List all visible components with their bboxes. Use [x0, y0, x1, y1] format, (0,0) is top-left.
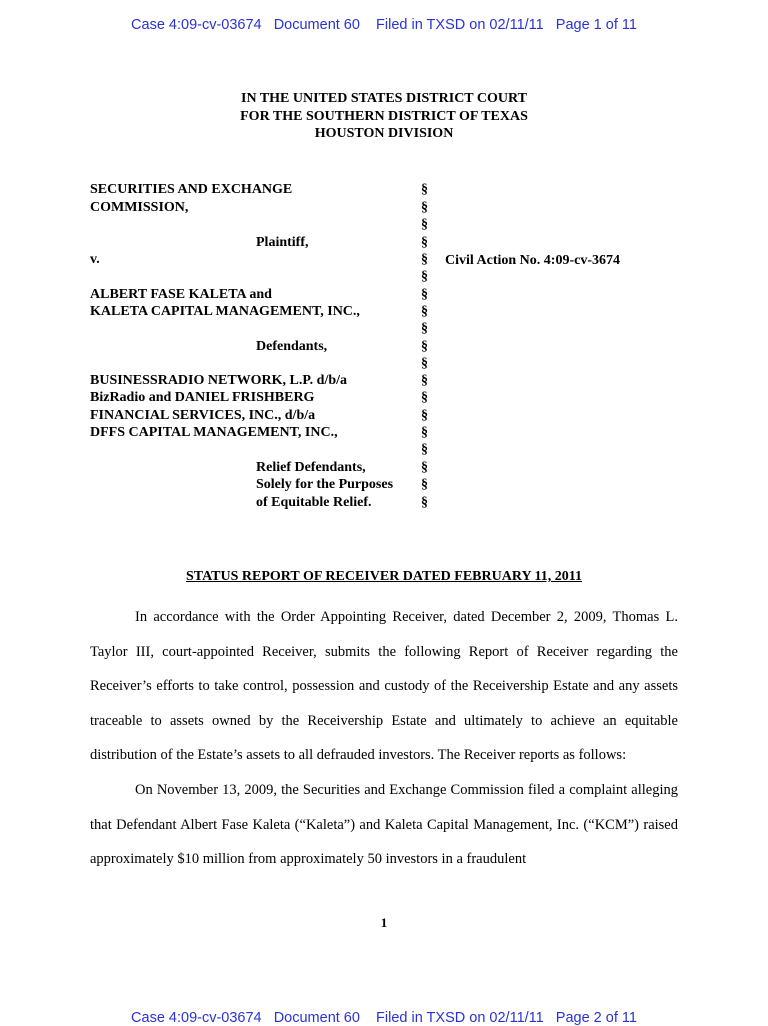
section-symbol: § [421, 477, 428, 492]
court-heading [0, 90, 768, 143]
body-paragraph: On November 13, 2009, the Securities and Exchange Commission filed a complaint alleging that Defendant Albert Fase Kaleta (“Kaleta”) and Kaleta Capital Management, Inc. (“KCM”) raised approximately $10 million from approximately 50 investors in a fraudulent [90, 781, 678, 868]
section-symbol: § [421, 442, 428, 457]
page-number: 1 [380, 915, 388, 930]
relief-defendant-line: DFFS CAPITAL MANAGEMENT, INC., [90, 425, 338, 440]
section-symbol: § [421, 269, 428, 284]
section-symbol: § [421, 339, 428, 354]
section-symbol: § [421, 356, 428, 371]
case-header-stamp-next-page: Case 4:09-cv-03674 Document 60 Filed in TXSD on 02/11/11 Page 2 of 11 [131, 1010, 637, 1026]
section-symbol: § [421, 373, 428, 388]
section-symbol: § [421, 495, 428, 510]
body-paragraph: In accordance with the Order Appointing Receiver, dated December 2, 2009, Thomas L. Taylor III, court-appointed Receiver, submits the following Report of Receiver regarding the Receiver’s efforts to take control, possession and custody of the Receivership Estate and any assets traceable to assets owned by the Receivership Estate and ultimately to achieve an equitable distribution of the Estate’s assets to all defrauded investors. The Receiver reports as follows: [90, 609, 678, 764]
relief-defendants-label: Relief Defendants, [256, 460, 366, 475]
section-symbol: § [421, 252, 428, 267]
section-symbol: § [421, 287, 428, 302]
court-heading-line: FOR THE SOUTHERN DISTRICT OF TEXAS [240, 108, 528, 124]
section-symbol: § [421, 217, 428, 232]
relief-defendants-label: Solely for the Purposes [256, 477, 394, 492]
section-symbol: § [421, 390, 428, 405]
court-heading-line: IN THE UNITED STATES DISTRICT COURT [241, 91, 527, 106]
plaintiff-name-line: SECURITIES AND EXCHANGE [90, 182, 293, 197]
plaintiff-name-line: COMMISSION, [90, 200, 189, 215]
court-heading-line: HOUSTON DIVISION [314, 126, 454, 141]
defendant-name-line: KALETA CAPITAL MANAGEMENT, INC., [90, 304, 360, 319]
relief-defendant-line: FINANCIAL SERVICES, INC., d/b/a [90, 408, 316, 423]
section-symbol: § [421, 425, 428, 440]
report-body [90, 600, 678, 877]
civil-action-number: Civil Action No. 4:09-cv-3674 [445, 253, 620, 268]
section-symbol: § [421, 182, 428, 197]
plaintiff-label: Plaintiff, [256, 235, 309, 250]
relief-defendants-label: of Equitable Relief. [256, 495, 372, 510]
case-header-stamp: Case 4:09-cv-03674 Document 60 Filed in TXSD on 02/11/11 Page 1 of 11 [131, 17, 637, 33]
section-symbol: § [421, 321, 428, 336]
versus-label: v. [90, 252, 100, 267]
section-symbol: § [421, 460, 428, 475]
report-title: STATUS REPORT OF RECEIVER DATED FEBRUARY 11, 2011 [186, 569, 582, 584]
section-symbol: § [421, 408, 428, 423]
relief-defendant-line: BUSINESSRADIO NETWORK, L.P. d/b/a [90, 373, 348, 388]
section-symbol: § [421, 304, 428, 319]
defendant-name-line: ALBERT FASE KALETA and [90, 287, 272, 302]
relief-defendant-line: BizRadio and DANIEL FRISHBERG [90, 390, 315, 405]
section-symbol: § [421, 200, 428, 215]
section-symbol: § [421, 235, 428, 250]
defendants-label: Defendants, [256, 339, 328, 354]
